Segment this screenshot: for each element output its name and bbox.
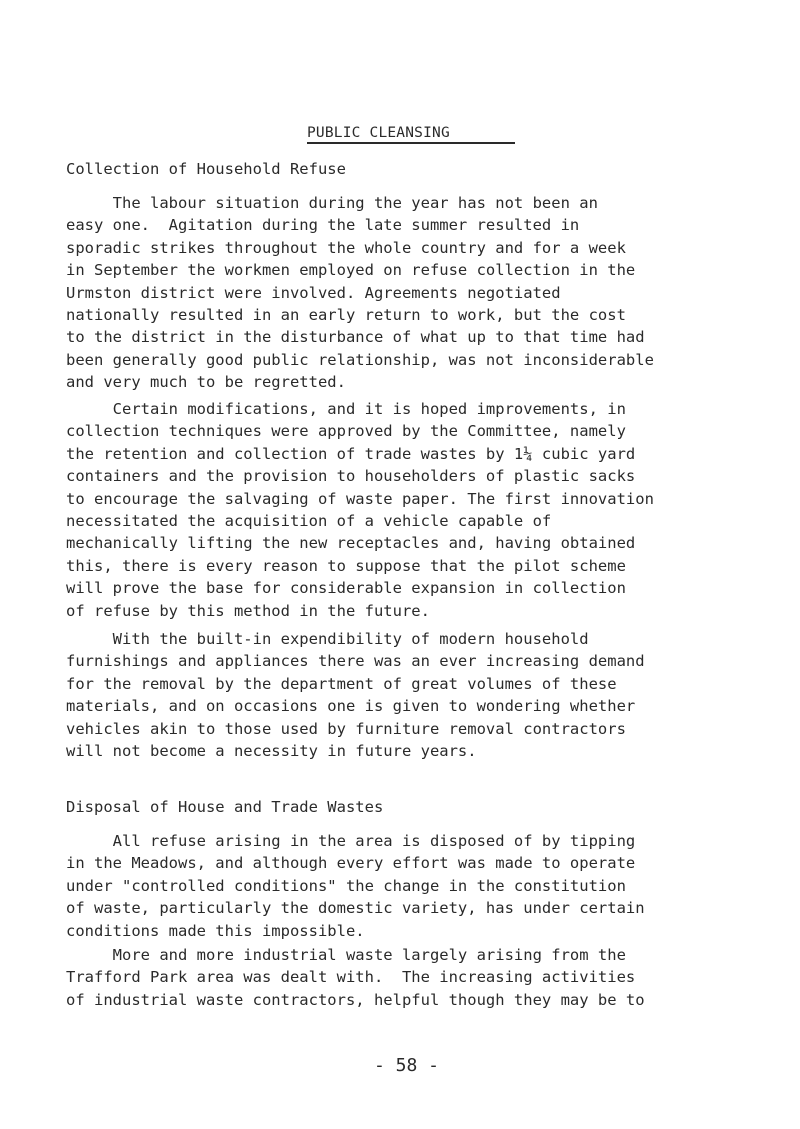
page-number: - 58 - (374, 1055, 440, 1076)
text-line: Trafford Park area was dealt with. The increasing activities (66, 968, 636, 987)
paragraph-tipping (66, 830, 645, 942)
text-line: in the Meadows, and although every effort was made to operate (66, 854, 636, 873)
page-title: PUBLIC CLEANSING (307, 125, 450, 141)
text-line: will not become a necessity in future years. (66, 742, 477, 761)
text-line: furnishings and appliances there was an ever increasing demand (66, 652, 645, 671)
title-underline (307, 142, 515, 144)
text-line: Urmston district were involved. Agreements negotiated (66, 283, 561, 302)
text-line: necessitated the acquisition of a vehicle capable of (66, 512, 552, 531)
text-line: of refuse by this method in the future. (66, 601, 430, 620)
paragraph-collection-techniques (66, 398, 654, 622)
text-line: materials, and on occasions one is given to wondering whether (66, 697, 636, 716)
text-line: of waste, particularly the domestic variety, has under certain (66, 899, 645, 918)
text-line: been generally good public relationship, was not inconsiderable (66, 350, 654, 369)
text-line: to encourage the salvaging of waste paper. The first innovation (66, 489, 654, 508)
paragraph-furnishings (66, 628, 645, 762)
text-line: the retention and collection of trade wastes by 1¼ cubic yard (66, 444, 636, 463)
text-line: easy one. Agitation during the late summer resulted in (66, 216, 580, 235)
text-line: containers and the provision to householders of plastic sacks (66, 467, 636, 486)
text-line: Certain modifications, and it is hoped improvements, in (66, 400, 626, 418)
text-line: nationally resulted in an early return to work, but the cost (66, 306, 626, 325)
section-heading-disposal: Disposal of House and Trade Wastes (66, 798, 384, 816)
text-line: will prove the base for considerable expansion in collection (66, 579, 626, 598)
paragraph-labour-situation (66, 192, 654, 394)
text-line: for the removal by the department of great volumes of these (66, 674, 617, 693)
text-line: to the district in the disturbance of what up to that time had (66, 328, 645, 347)
text-line: in September the workmen employed on refuse collection in the (66, 261, 636, 280)
text-line: mechanically lifting the new receptacles and, having obtained (66, 534, 636, 553)
text-line: of industrial waste contractors, helpful though they may be to (66, 990, 645, 1009)
text-line: sporadic strikes throughout the whole country and for a week (66, 238, 626, 257)
text-line: vehicles akin to those used by furniture removal contractors (66, 719, 626, 738)
text-line: collection techniques were approved by the Committee, namely (66, 422, 626, 441)
text-line: conditions made this impossible. (66, 921, 365, 940)
text-line: With the built-in expendibility of modern household (66, 630, 589, 648)
text-line: The labour situation during the year has not been an (66, 194, 598, 212)
section-heading-collection: Collection of Household Refuse (66, 160, 346, 178)
text-line: under "controlled conditions" the change in the constitution (66, 876, 626, 895)
text-line: More and more industrial waste largely arising from the (66, 946, 626, 964)
text-line: All refuse arising in the area is disposed of by tipping (66, 832, 636, 850)
paragraph-industrial-waste (66, 944, 645, 1011)
text-line: and very much to be regretted. (66, 373, 346, 392)
text-line: this, there is every reason to suppose that the pilot scheme (66, 556, 626, 575)
